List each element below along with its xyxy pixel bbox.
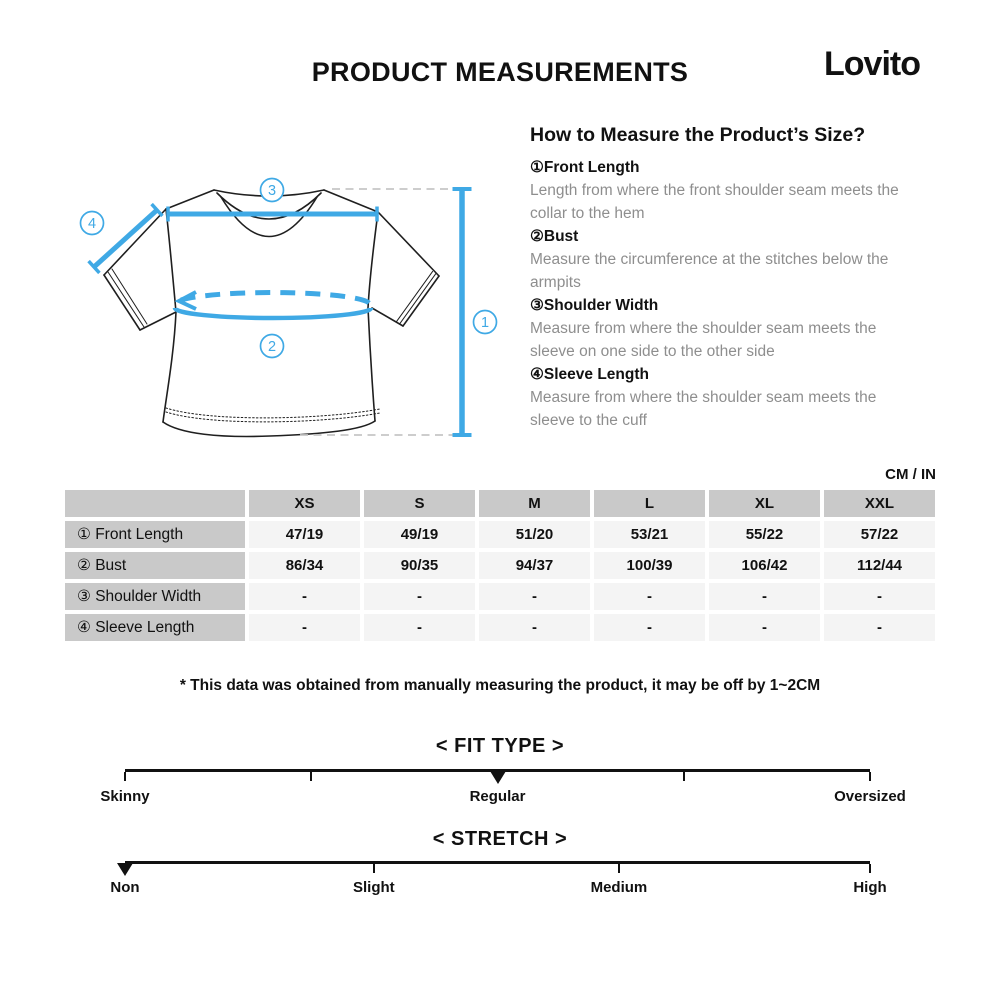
table-cell: 112/44: [824, 552, 935, 579]
unit-label: CM / IN: [885, 466, 936, 483]
stretch-tick: [618, 864, 620, 873]
tshirt-measurement-diagram: [60, 150, 510, 460]
how-to-measure-section: [530, 124, 924, 432]
marker-2-number: 2: [267, 339, 277, 355]
marker-4-number: 4: [87, 216, 97, 232]
table-cell: 86/34: [249, 552, 360, 579]
fit-type-scale: [125, 769, 870, 772]
fit-label-skinny: Skinny: [100, 788, 150, 805]
measure-item-label: ②Bust: [530, 228, 579, 245]
table-cell: -: [479, 583, 590, 610]
stretch-label-high: High: [853, 879, 887, 896]
column-header-xs: XS: [249, 490, 360, 517]
fit-tick: [124, 772, 126, 781]
column-header-l: L: [594, 490, 705, 517]
measure-item: [530, 294, 924, 363]
stretch-tick: [869, 864, 871, 873]
fit-type-marker: [490, 771, 506, 784]
stretch-title: < STRETCH >: [432, 828, 568, 850]
fit-tick: [310, 772, 312, 781]
table-cell: -: [249, 583, 360, 610]
table-cell: -: [709, 614, 820, 641]
fit-type-labels: [100, 788, 906, 808]
row-label-shoulder-width: ③ Shoulder Width: [65, 583, 245, 610]
stretch-label-non: Non: [110, 879, 140, 896]
fit-tick: [869, 772, 871, 781]
stretch-marker: [117, 863, 133, 876]
hem-stitches: [166, 408, 380, 422]
table-cell: 55/22: [709, 521, 820, 548]
table-cell: 57/22: [824, 521, 935, 548]
table-cell: 47/19: [249, 521, 360, 548]
stretch-scale: [125, 861, 870, 864]
table-cell: -: [824, 583, 935, 610]
table-cell: 90/35: [364, 552, 475, 579]
table-cell: -: [594, 614, 705, 641]
bust-ellipse-solid: [175, 308, 371, 318]
marker-circles: [81, 179, 497, 358]
measure-item-desc: Measure from where the shoulder seam meets the sleeve on one side to the other side: [530, 320, 877, 360]
table-cell: 106/42: [709, 552, 820, 579]
marker-3-number: 3: [267, 183, 277, 199]
measure-item-desc: Measure the circumference at the stitches below the armpits: [530, 251, 889, 291]
column-header-xxl: XXL: [824, 490, 935, 517]
measure-item-desc: Measure from where the shoulder seam meets the sleeve to the cuff: [530, 389, 877, 429]
measure-item-label: ④Sleeve Length: [530, 366, 649, 383]
stretch-tick: [373, 864, 375, 873]
measure-item: [530, 225, 924, 294]
row-label-sleeve-length: ④ Sleeve Length: [65, 614, 245, 641]
column-header-xl: XL: [709, 490, 820, 517]
measure-item-desc: Length from where the front shoulder seam meets the collar to the hem: [530, 182, 899, 222]
table-cell: -: [479, 614, 590, 641]
fit-label-regular: Regular: [469, 788, 526, 805]
measure-item-label: ①Front Length: [530, 159, 640, 176]
table-cell: 51/20: [479, 521, 590, 548]
measurement-disclaimer: * This data was obtained from manually measuring the product, it may be off by 1~2CM: [179, 677, 821, 694]
fit-tick: [683, 772, 685, 781]
table-cell: -: [709, 583, 820, 610]
tshirt-outline: [104, 190, 439, 436]
row-label-front-length: ① Front Length: [65, 521, 245, 548]
column-header-m: M: [479, 490, 590, 517]
stretch-label-medium: Medium: [590, 879, 648, 896]
size-table: [65, 490, 935, 641]
column-header-s: S: [364, 490, 475, 517]
measure-item-label: ③Shoulder Width: [530, 297, 659, 314]
table-cell: 49/19: [364, 521, 475, 548]
table-cell: -: [249, 614, 360, 641]
table-cell: -: [364, 614, 475, 641]
table-cell: -: [364, 583, 475, 610]
row-label-bust: ② Bust: [65, 552, 245, 579]
fit-type-title: < FIT TYPE >: [435, 735, 565, 757]
how-to-measure-title: How to Measure the Product’s Size?: [530, 124, 866, 146]
page-title: PRODUCT MEASUREMENTS: [311, 57, 689, 87]
marker-1-number: 1: [480, 315, 490, 331]
measure-item: [530, 156, 924, 225]
table-cell: 94/37: [479, 552, 590, 579]
stretch-label-slight: Slight: [352, 879, 395, 896]
table-cell: -: [594, 583, 705, 610]
table-cell: 100/39: [594, 552, 705, 579]
table-cell: -: [824, 614, 935, 641]
size-table-corner: [65, 490, 245, 517]
brand-logo: Lovito: [824, 45, 920, 83]
stretch-labels: [110, 879, 887, 899]
fit-label-oversized: Oversized: [834, 788, 906, 805]
table-cell: 53/21: [594, 521, 705, 548]
measure-item: [530, 363, 924, 432]
bust-ellipse-dashed: [181, 293, 369, 303]
